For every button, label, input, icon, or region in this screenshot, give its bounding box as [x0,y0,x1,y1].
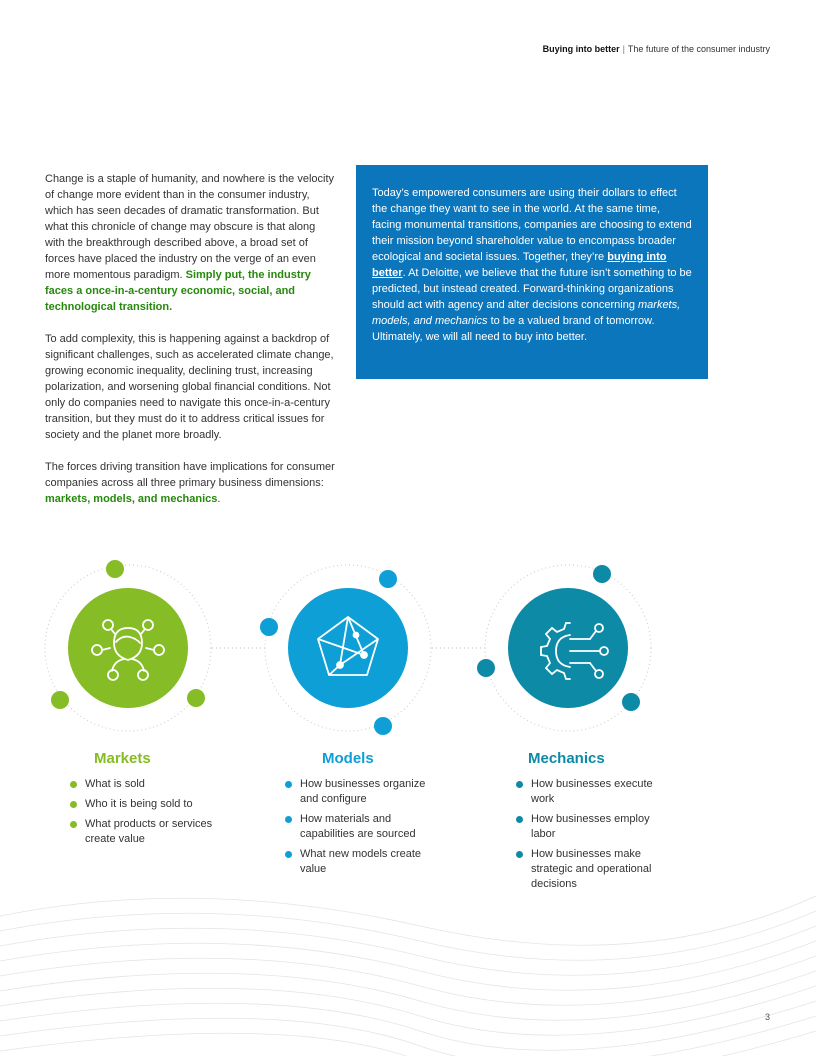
markets-satellite-left [51,691,69,709]
list-item: How businesses execute work [516,777,656,807]
callout-part-3: to be a valued brand of tomorrow. Ultimately, we will all need to buy into better. [372,315,655,343]
callout-link[interactable]: buying into better [372,251,667,279]
header-title: Buying into better [542,44,620,54]
models-satellite-left [260,618,278,636]
dimensions-graphic [0,555,816,745]
intro-text [45,171,335,523]
list-item: How businesses employ labor [516,812,656,842]
list-item: How businesses make strategic and operational decisions [516,847,656,892]
header-subtitle: The future of the consumer industry [627,44,770,54]
paragraph-3-end: . [217,493,221,505]
callout-part-1: Today’s empowered consumers are using their dollars to effect the change they want to see in the world. At the same time, facing monumental transitions, companies are choosing to extend their mission beyond shareholder value to encompass broader ecological and societal issues. Together, they’re [372,187,692,263]
mechanics-title: Mechanics [528,750,605,767]
mechanics-satellite-top [593,565,611,583]
models-satellite-bottom [374,717,392,735]
callout-box [356,165,708,379]
paragraph-1-highlight: Simply put, the industry faces a once-in-a-century economic, social, and technological transition. [45,269,311,313]
paragraph-3-highlight: markets, models, and mechanics [45,493,218,505]
markets-title: Markets [94,750,151,767]
paragraph-3 [45,459,335,507]
markets-list [70,777,220,852]
markets-circle [68,588,188,708]
models-satellite-top [379,570,397,588]
markets-satellite-right [187,689,205,707]
paragraph-1-text: Change is a staple of humanity, and nowhere is the velocity of change more evident than in the consumer industry, which has seen decades of dramatic transformation. But what this chronicle of change may obscure is that along with the breakthrough described above, a broad set of forces have placed the industry on the verge of an even more momentous paradigm. [45,173,335,281]
list-item: Who it is being sold to [70,797,220,812]
paragraph-2: To add complexity, this is happening against a backdrop of significant challenges, such as accelerated climate change, growing economic inequality, declining trust, increasing polarization, and worsening global financial conditions. Not only do companies need to navigate this once-in-a-century transition, but they must do it to address critical issues for society and the planet more broadly. [45,333,334,441]
markets-icon-group [45,560,211,731]
list-item: How materials and capabilities are sourced [285,812,435,842]
header-separator: | [622,44,625,54]
running-header [543,44,770,54]
models-icon-group [260,565,431,735]
callout-part-2: . At Deloitte, we believe that the future isn’t something to be predicted, but instead created. Forward-thinking organizations should act with agency and alter decisions concerning [372,267,692,311]
markets-satellite-top [106,560,124,578]
list-item: What is sold [70,777,220,792]
mechanics-circle [508,588,628,708]
list-item: How businesses organize and configure [285,777,435,807]
mechanics-satellite-left [477,659,495,677]
models-circle [288,588,408,708]
callout-italic: markets, models, and mechanics [372,299,681,327]
page-number: 3 [764,1012,770,1022]
list-item: What products or services create value [70,817,220,847]
models-title: Models [322,750,374,767]
mechanics-satellite-right [622,693,640,711]
paragraph-1 [45,171,335,315]
paragraph-3-text: The forces driving transition have implications for consumer companies across all three primary business dimensions: [45,461,335,489]
mechanics-icon-group [477,565,651,731]
decorative-wave-background [0,856,816,1056]
list-item: What new models create value [285,847,435,877]
